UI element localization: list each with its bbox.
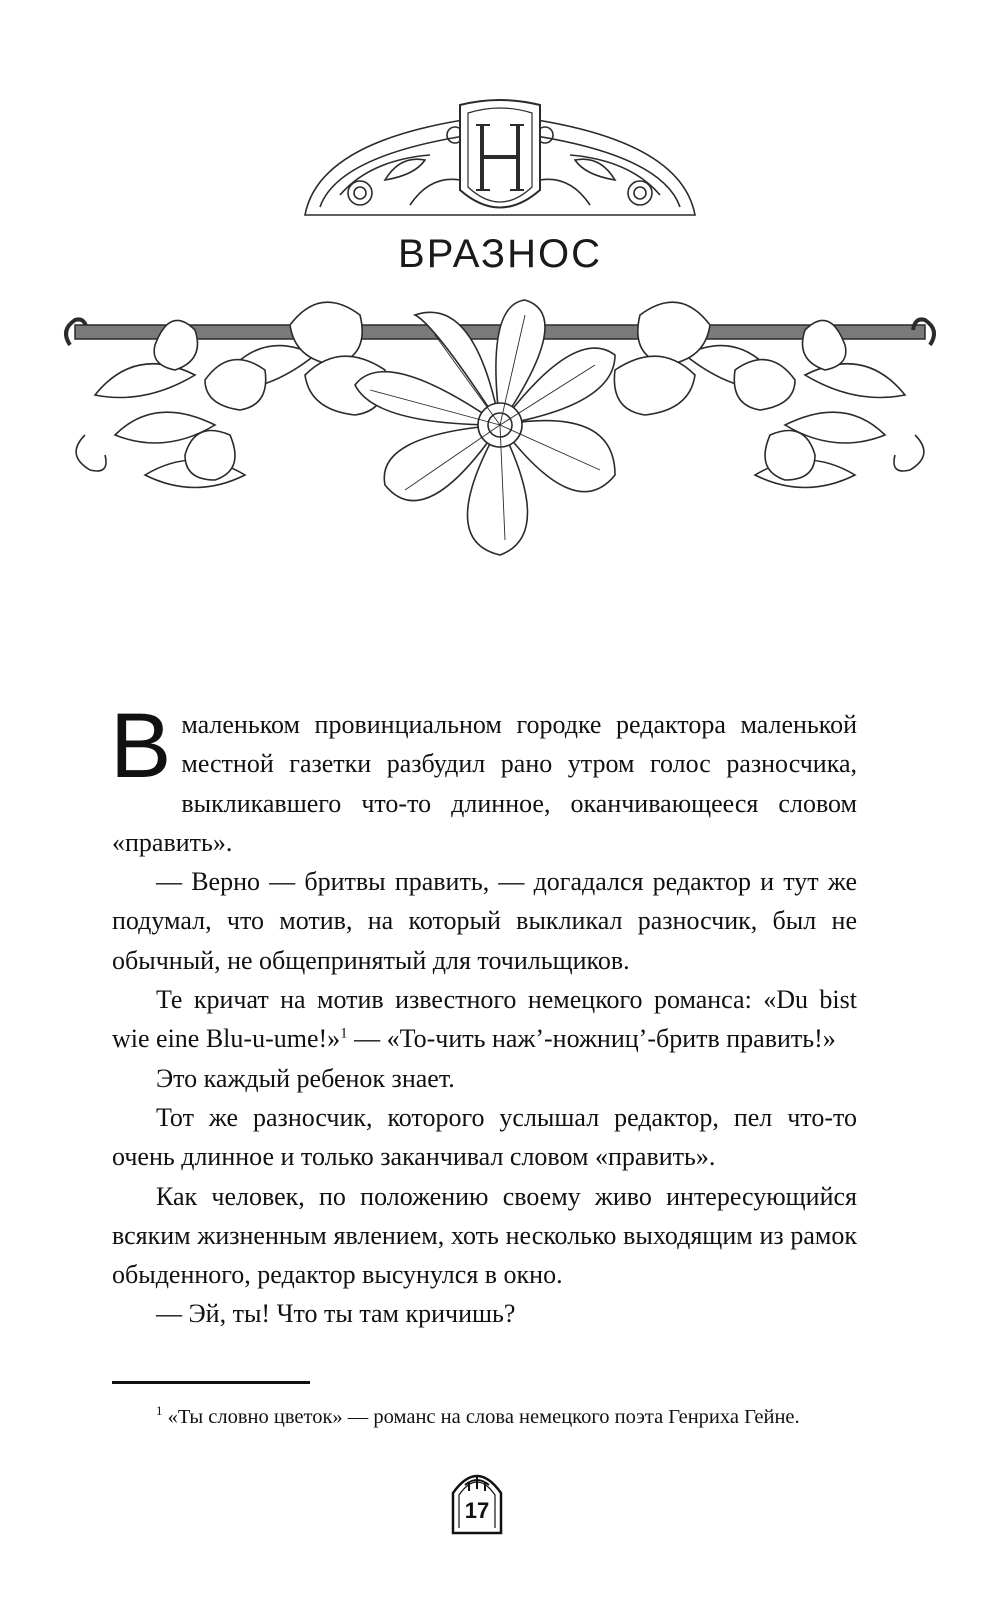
chapter-emblem-ornament [300,95,700,225]
chapter-title: ВРАЗНОС [398,232,602,276]
body-paragraph [112,980,857,1059]
floral-header-ornament [55,285,945,585]
footnote-reference[interactable]: 1 [340,1025,348,1042]
footnote-divider [112,1381,310,1384]
page-number: 17 [464,1498,490,1523]
footnote-text: «Ты словно цветок» — романс на слова немецкого поэта Генриха Гейне. [162,1406,800,1428]
body-paragraph: — Верно — бритвы править, — догадался редактор и тут же подумал, что мотив, на который выкликал разносчик, был не обычный, не общепринятый для точильщиков. [112,867,857,975]
body-paragraph: — Эй, ты! Что ты там кричишь? [156,1299,516,1329]
monogram-shield [460,100,540,208]
drop-cap: В [110,695,172,797]
paragraph-text: — «То-чить наж’-ножниц’-бритв править!» [347,1024,836,1054]
chapter-body [110,695,857,1334]
footnote-marker: 1 [156,1403,163,1419]
body-paragraph: Как человек, по положению своему живо интересующийся всяким жизненным явлением, хоть несколько выходящим из рамок обыденного, редактор высунулся в окно. [112,1181,857,1290]
body-paragraph [110,695,857,862]
paragraph-text: Те кричат на мотив известного немецкого романса: «Du bist wie eine Blu-u-ume!» [112,985,857,1054]
body-paragraph: Тот же разносчик, которого услышал редактор, пел что-то очень длинное и только заканчивал словом «править». [112,1102,857,1172]
body-paragraph: Это каждый ребенок знает. [156,1063,455,1093]
paragraph-text: маленьком провинциальном городке редактора маленькой местной газетки разбудил рано утром голос разносчика, выкликавшего что-то длинное, оканчивающееся словом «править». [112,710,857,857]
footnote [112,1403,857,1431]
